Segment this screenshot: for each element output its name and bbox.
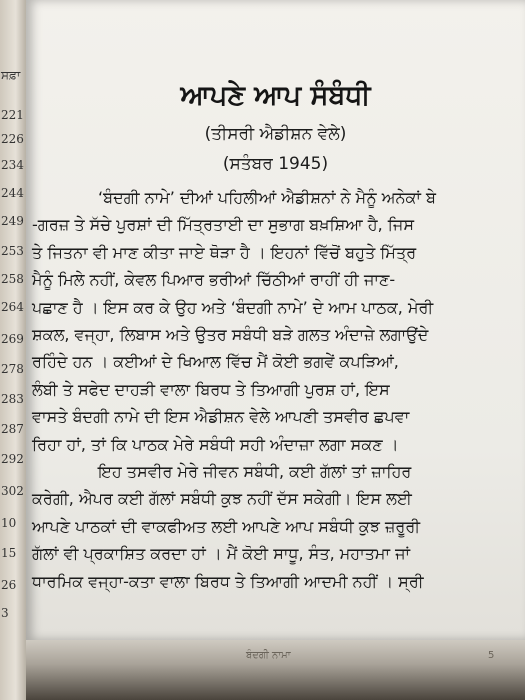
margin-number: 278 [1, 362, 24, 376]
margin-number: 10 [1, 516, 17, 530]
text-line: ਲੰਬੀ ਤੇ ਸਫੇਦ ਦਾਹੜੀ ਵਾਲਾ ਬਿਰਧ ਤੇ ਤਿਆਗੀ ਪੁਰਸ਼ ਹਾਂ, ਇਸ [32, 379, 390, 399]
margin-number: 258 [1, 272, 24, 286]
text-line: ਰਹਿੰਦੇ ਹਨ । ਕਈਆਂ ਦੇ ਖਿਆਲ ਵਿੱਚ ਮੈਂ ਕੋਈ ਭਗਵੇਂ ਕਪੜਿਆਂ, [32, 352, 399, 372]
page-subtitle: (ਤੀਸਰੀ ਐਡੀਸ਼ਨ ਵੇਲੇ) [204, 124, 347, 144]
margin-number: 3 [1, 606, 9, 620]
book-page [26, 0, 525, 640]
margin-number: 221 [1, 108, 24, 122]
text-line: ਰਿਹਾ ਹਾਂ, ਤਾਂ ਕਿ ਪਾਠਕ ਮੇਰੇ ਸਬੰਧੀ ਸਹੀ ਅੰਦਾਜ਼ਾ ਲਗਾ ਸਕਣ । [32, 434, 399, 454]
margin-number: 302 [1, 484, 24, 498]
text-line: ਵਾਸਤੇ ਬੰਦਗੀ ਨਾਮੇ ਦੀ ਇਸ ਐਡੀਸ਼ਨ ਵੇਲੇ ਆਪਣੀ ਤਸਵੀਰ ਛਪਵਾ [32, 407, 410, 427]
margin-number: 287 [1, 422, 24, 436]
text-line: ਮੈਨੂੰ ਮਿਲੇ ਨਹੀਂ, ਕੇਵਲ ਪਿਆਰ ਭਰੀਆਂ ਚਿੱਠੀਆਂ ਰਾਹੀਂ ਹੀ ਜਾਣ- [32, 270, 396, 290]
text-line: ਤੇ ਜਿਤਨਾ ਵੀ ਮਾਣ ਕੀਤਾ ਜਾਏ ਥੋੜਾ ਹੈ । ਇਹਨਾਂ ਵਿੱਚੋਂ ਬਹੁਤੇ ਮਿੱਤ੍ਰ [32, 242, 417, 262]
page-date: (ਸਤੰਬਰ 1945) [222, 154, 329, 174]
text-line: ਪਛਾਣ ਹੈ । ਇਸ ਕਰ ਕੇ ਉਹ ਅਤੇ ‘ਬੰਦਗੀ ਨਾਮੇ’ ਦੇ ਆਮ ਪਾਠਕ, ਮੇਰੀ [32, 297, 434, 317]
text-line: ਆਪਣੇ ਪਾਠਕਾਂ ਦੀ ਵਾਕਫੀਅਤ ਲਈ ਆਪਣੇ ਆਪ ਸਬੰਧੀ ਕੁਝ ਜ਼ਰੂਰੀ [32, 516, 421, 536]
margin-number: 26 [1, 578, 17, 592]
margin-number: 234 [1, 158, 24, 172]
margin-label: ਸਫ਼ਾ [1, 68, 21, 82]
text-line: ਧਾਰਮਿਕ ਵਜ੍ਹਾ-ਕਤਾ ਵਾਲਾ ਬਿਰਧ ਤੇ ਤਿਆਗੀ ਆਦਮੀ ਨਹੀਂ । ਸ੍ਰੀ [32, 571, 424, 591]
text-line: -ਗਰਜ਼ ਤੇ ਸੱਚੇ ਪੁਰਸ਼ਾਂ ਦੀ ਮਿੱਤ੍ਰਤਾਈ ਦਾ ਸੁਭਾਗ ਬਖ਼ਸ਼ਿਆ ਹੈ, ਜਿਸ [32, 215, 415, 235]
footer-mark: 5 [488, 650, 495, 661]
margin-number: 249 [1, 214, 24, 228]
running-footer: ਬੰਦਗੀ ਨਾਮਾ [246, 650, 291, 661]
facing-page-margin [0, 0, 26, 700]
page-title: ਆਪਣੇ ਆਪ ਸੰਬੰਧੀ [180, 80, 371, 111]
body-text [32, 184, 520, 595]
text-line: ਗੱਲਾਂ ਵੀ ਪ੍ਰਕਾਸ਼ਿਤ ਕਰਦਾ ਹਾਂ । ਮੈਂ ਕੋਈ ਸਾਧੂ, ਸੰਤ, ਮਹਾਤਮਾ ਜਾਂ [32, 544, 411, 564]
margin-number: 15 [1, 546, 17, 560]
margin-number: 283 [1, 392, 24, 406]
margin-number: 244 [1, 186, 24, 200]
text-line: ਇਹ ਤਸਵੀਰ ਮੇਰੇ ਜੀਵਨ ਸਬੰਧੀ, ਕਈ ਗੱਲਾਂ ਤਾਂ ਜ਼ਾਹਿਰ [98, 462, 412, 482]
margin-number: 292 [1, 452, 24, 466]
text-line: ‘ਬੰਦਗੀ ਨਾਮੇ’ ਦੀਆਂ ਪਹਿਲੀਆਂ ਐਡੀਸ਼ਨਾਂ ਨੇ ਮੈਨੂੰ ਅਨੇਕਾਂ ਬੇ [98, 188, 436, 207]
text-line: ਸ਼ਕਲ, ਵਜ੍ਹਾ, ਲਿਬਾਸ ਅਤੇ ਉਤਰ ਸਬੰਧੀ ਬੜੇ ਗਲਤ ਅੰਦਾਜ਼ੇ ਲਗਾਉਂਦੇ [32, 325, 429, 345]
margin-number: 269 [1, 332, 24, 346]
page-bottom-edge [26, 640, 525, 700]
margin-number: 253 [1, 244, 24, 258]
margin-number: 226 [1, 132, 24, 146]
text-line: ਕਰੇਗੀ, ਐਪਰ ਕਈ ਗੱਲਾਂ ਸਬੰਧੀ ਕੁਝ ਨਹੀਂ ਦੱਸ ਸਕੇਗੀ। ਇਸ ਲਈ [32, 489, 412, 509]
margin-number: 264 [1, 300, 24, 314]
